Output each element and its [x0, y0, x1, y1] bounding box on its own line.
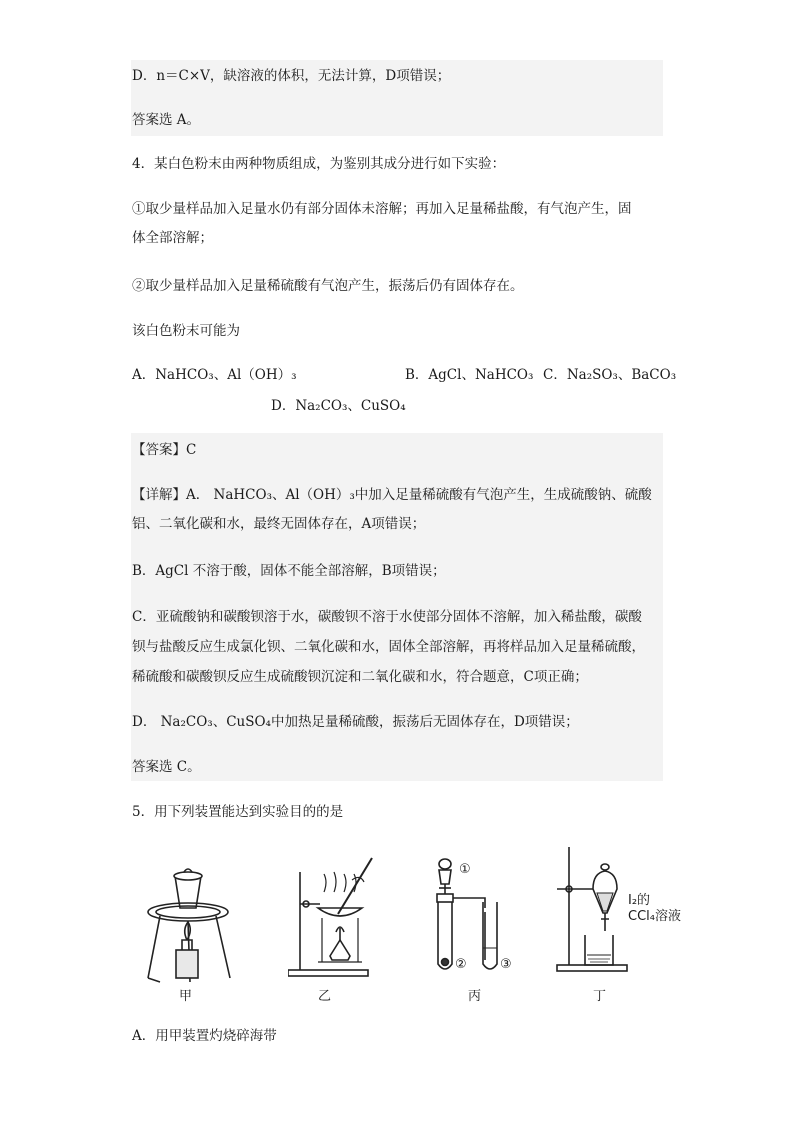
q4-option-d: D．Na₂CO₃、CuSO₄ — [271, 398, 406, 414]
q4-detail-c-line3: 稀硫酸和碳酸钡反应生成硫酸钡沉淀和二氧化碳和水，符合题意，C项正确； — [132, 669, 588, 685]
q5-stem: 5．用下列装置能达到实验目的的是 — [132, 804, 344, 820]
q4-option-b: B．AgCl、NaHCO₃ — [405, 367, 534, 383]
q4-stem: 4．某白色粉末由两种物质组成，为鉴别其成分进行如下实验： — [132, 156, 506, 172]
apparatus-yi-figure — [288, 852, 383, 982]
apparatus-ding-figure — [555, 845, 635, 975]
label-ding: 丁 — [593, 989, 607, 1004]
prev-option-d: D．n＝C×V，缺溶液的体积，无法计算，D项错误； — [132, 68, 451, 84]
q4-option-c: C．Na₂SO₃、BaCO₃ — [543, 367, 677, 383]
q4-detail-c-line2: 钡与盐酸反应生成氯化钡、二氧化碳和水，固体全部溶解，再将样品加入足量稀硫酸， — [132, 639, 645, 655]
q4-exp2: ②取少量样品加入足量稀硫酸有气泡产生，振荡后仍有固体存在。 — [132, 278, 524, 294]
q4-answer: 【答案】C — [132, 442, 197, 458]
apparatus-jia-figure — [138, 860, 238, 985]
q4-option-a: A．NaHCO₃、Al（OH）₃ — [132, 367, 297, 383]
prev-answer: 答案选 A。 — [132, 112, 201, 128]
q4-ask: 该白色粉末可能为 — [132, 323, 240, 339]
label-ccl4: CCl₄溶液 — [628, 909, 681, 924]
label-bing: 丙 — [468, 989, 482, 1004]
label-n2: ② — [455, 957, 467, 972]
q4-detail-b: B．AgCl 不溶于酸，固体不能全部溶解，B项错误； — [132, 563, 446, 579]
q4-detail-a-line2: 铝、二氧化碳和水，最终无固体存在，A项错误； — [132, 516, 426, 532]
q4-detail-a-line1: 【详解】A． NaHCO₃、Al（OH）₃中加入足量稀硫酸有气泡产生，生成硫酸钠、硫酸 — [132, 487, 652, 503]
label-yi: 乙 — [318, 989, 332, 1004]
q5-option-a: A．用甲装置灼烧碎海带 — [132, 1028, 277, 1044]
q4-detail-c-line1: C．亚硫酸钠和碳酸钡溶于水，碳酸钡不溶于水使部分固体不溶解，加入稀盐酸，碳酸 — [132, 609, 642, 625]
q4-final: 答案选 C。 — [132, 759, 201, 775]
label-i2: I₂的 — [628, 893, 651, 908]
label-n3: ③ — [500, 957, 512, 972]
q4-exp1-line1: ①取少量样品加入足量水仍有部分固体未溶解；再加入足量稀盐酸，有气泡产生，固 — [132, 201, 632, 217]
q4-exp1-line2: 体全部溶解； — [132, 230, 213, 246]
q4-detail-d: D． Na₂CO₃、CuSO₄中加热足量稀硫酸，振荡后无固体存在，D项错误； — [132, 714, 579, 730]
label-jia: 甲 — [179, 989, 193, 1004]
label-n1: ① — [459, 862, 471, 877]
